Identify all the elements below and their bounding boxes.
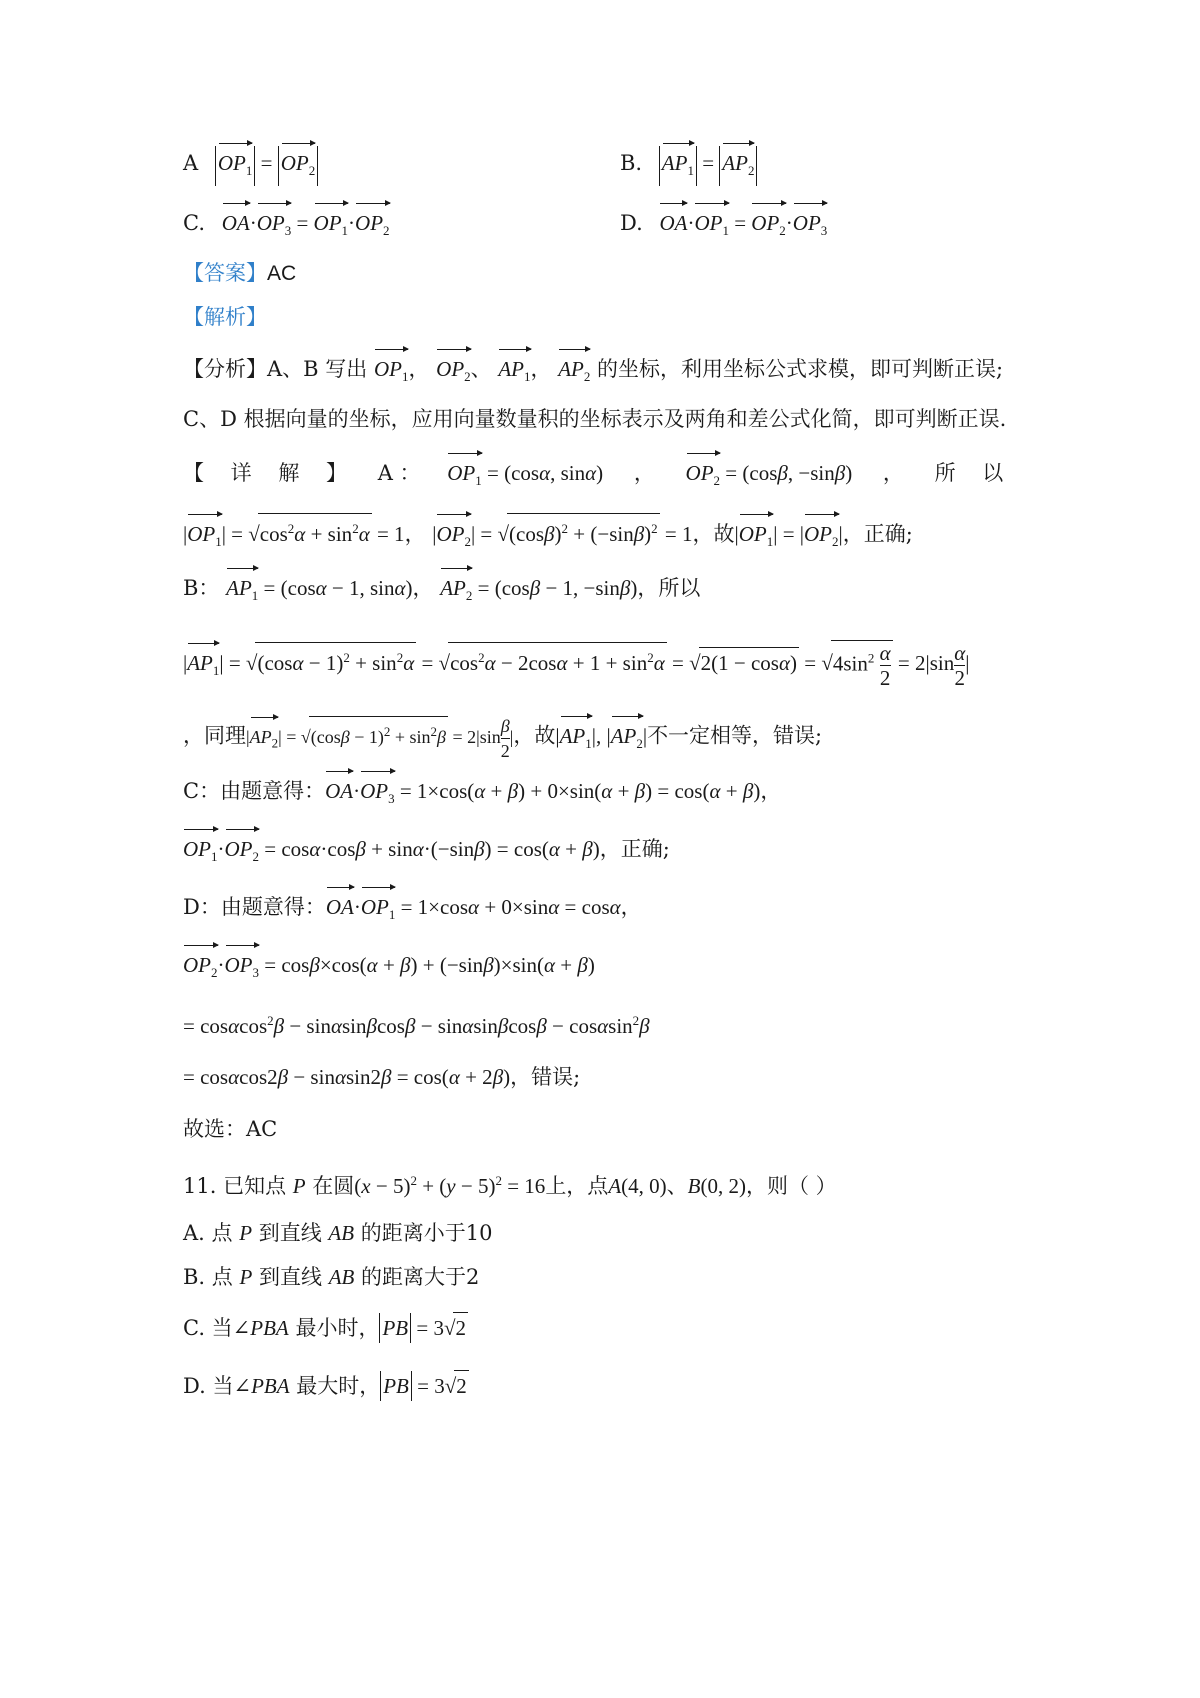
detail-b-line-3 <box>183 714 822 763</box>
detail-tag: 【 详 解 】 <box>183 461 358 485</box>
formula-ap-norms: $|AP_1|$, $|AP_2|$ <box>555 724 647 748</box>
angle-pba: ∠PBA <box>232 1316 289 1340</box>
q11-text: 到直线 <box>259 1265 322 1289</box>
final-answer: 故选：AC <box>183 1117 278 1141</box>
formula-op1: $OP_1 = (\cos\alpha$, sinα) <box>447 461 603 485</box>
circle-eq: $(x - 5)^2 + (y - 5)^2 = 16$ <box>354 1173 546 1198</box>
vec-ap1: $AP_1$ <box>498 357 530 381</box>
formula-d3: = cosαcos$^2$β − sinαsinβcosβ − sinαsinβcosβ − cosαsin$^2$β <box>183 1013 650 1038</box>
suoyi: 所 以 <box>934 461 1014 485</box>
detail-b-line-2 <box>183 640 969 690</box>
option-label: B. <box>620 151 643 175</box>
detail-prefix: D：由题意得： <box>183 895 326 919</box>
point-a: A(4, 0) <box>608 1174 667 1198</box>
q11-text: 上，点 <box>545 1174 609 1198</box>
point-p: P <box>239 1265 253 1289</box>
q11-text: 最小时， <box>295 1316 380 1340</box>
q11-text: 最大时， <box>296 1374 381 1398</box>
q11-text: A. 点 <box>183 1221 233 1245</box>
formula-op2: $OP_2 = (\cos\beta$, −sinβ) <box>686 461 853 485</box>
detail-b-line <box>183 571 700 611</box>
option-a-prev <box>183 146 318 186</box>
gu: 故 <box>713 522 735 546</box>
detail-prefix: C：由题意得： <box>183 779 326 803</box>
analysis-line <box>183 302 267 332</box>
formula-ap2: $AP_2 = (\cos\beta - 1$, −sinβ) <box>440 576 637 600</box>
q11-option-b <box>183 1262 479 1292</box>
formula-c1: $OA\cdot OP_3 = 1\times\cos(\alpha + \beta) + 0\times\sin(\alpha + \beta) = \cos(\alpha + \beta)$ <box>325 779 760 803</box>
point-p: P <box>239 1221 253 1245</box>
formula-norm-ap1: $|AP_1| = √(\cos\alpha - 1)^2 + \sin^2\alpha = √\cos^2\alpha - 2\cos\alpha + 1 + \sin^2\alpha = √2(1 - \cos\alpha) = √4\sin^2$ $\frac{\alpha}{2}$ = 2|sin $\frac{\alpha}{2}$ | <box>183 641 970 690</box>
guxuan-line <box>183 1114 277 1144</box>
sep: ， <box>412 576 434 600</box>
detail-d-line-3 <box>183 1006 650 1041</box>
q11-text: 在圆 <box>312 1174 355 1198</box>
gu: ，故 <box>513 723 556 748</box>
formula-c2: $OP_1\cdot OP_2 = \cos\alpha\cdot\cos\beta + \sin\alpha\cdot(-\sin\beta) = \cos(\alpha + \beta)$ <box>183 837 600 861</box>
formula-norm-op1: $|OP_1| = √\cos^2\alpha + \sin^2\alpha = 1$ <box>183 522 405 546</box>
answer-tag: 【答案】 <box>183 261 267 285</box>
q11-text: 11. 已知点 <box>183 1174 287 1198</box>
point-b: B(0, 2) <box>687 1174 746 1198</box>
angle-pba: ∠PBA <box>233 1374 290 1398</box>
q11-text: ，则（ ） <box>745 1174 837 1198</box>
fenxi-text: 的坐标，利用坐标公式求模，即可判断正误; <box>597 357 1004 381</box>
formula-norm-ap2: $|AP_2| = √(\cos\beta - 1)^2 + \sin^2\beta = 2|\sin$ $\frac{\beta}{2}$ | <box>246 716 514 761</box>
q11-option-a <box>183 1218 493 1248</box>
q11-option-c <box>183 1312 468 1343</box>
detail-prefix: A ： <box>377 461 421 485</box>
detail-prefix: B： <box>183 576 220 600</box>
formula-norm-op2: $|OP_2| = √(\cos\beta)^2 + (-\sin\beta)^2 = 1$ <box>432 522 692 546</box>
q11-text: 、 <box>666 1174 688 1198</box>
suoyi: ，所以 <box>637 576 701 600</box>
sep: ， <box>530 357 552 381</box>
vec-op2: $OP_2$ <box>436 357 471 381</box>
sep: ， <box>882 461 904 485</box>
option-c-prev <box>183 206 390 246</box>
option-b-formula: $AP_1 = AP_2$ <box>659 151 758 175</box>
sep: ， <box>633 461 655 485</box>
verdict: ，错误; <box>510 1065 581 1089</box>
point-p: P <box>292 1174 306 1198</box>
answer-value: AC <box>267 262 297 285</box>
sep: 、 <box>470 357 492 381</box>
option-d-prev <box>620 206 827 246</box>
analysis-tag: 【解析】 <box>183 305 267 329</box>
option-a-formula: $OP_1 = OP_2$ <box>215 151 318 175</box>
option-c-formula: $OA\cdot OP_3 = OP_1\cdot OP_2$ <box>222 211 390 235</box>
sep: ， <box>620 895 642 919</box>
line-ab: AB <box>328 1221 355 1245</box>
pb-length: PB = 3√2 <box>379 1316 468 1340</box>
line-ab: AB <box>328 1265 355 1289</box>
sep: ， <box>760 779 782 803</box>
q11-text: B. 点 <box>183 1265 233 1289</box>
option-label: C. <box>183 211 205 235</box>
verdict: ，正确; <box>842 522 913 546</box>
sep: ， <box>408 357 430 381</box>
fenxi-lead: A、B 写出 <box>267 357 368 381</box>
fenxi-line-1 <box>183 352 1003 392</box>
q11-text: 的距离小于10 <box>360 1221 493 1245</box>
q11-text: 到直线 <box>258 1221 322 1245</box>
q11-text: C. 当 <box>183 1316 233 1340</box>
q11-option-d <box>183 1370 469 1401</box>
verdict: 不一定相等，错误; <box>647 723 823 748</box>
detail-d-line-4 <box>183 1062 580 1092</box>
formula-eq: $|OP_1| = |OP_2|$ <box>735 522 843 546</box>
vec-ap2: $AP_2$ <box>558 357 590 381</box>
vec-op1: $OP_1$ <box>374 357 409 381</box>
option-b-prev <box>620 146 757 186</box>
detail-c-line <box>183 774 781 814</box>
sep: ， <box>692 522 714 546</box>
detail-a-line <box>183 456 1013 496</box>
formula-d2: $OP_2\cdot OP_3 = \cos\beta\times\cos(\alpha + \beta) + (-\sin\beta)\times\sin(\alpha + \beta)$ <box>183 953 595 977</box>
tongli: ，同理 <box>183 723 246 748</box>
q11-text: D. 当 <box>183 1374 234 1398</box>
fenxi-text: C、D 根据向量的坐标，应用向量数量积的坐标表示及两角和差公式化简，即可判断正误. <box>183 407 1007 431</box>
fenxi-tag: 【分析】 <box>183 357 267 381</box>
option-label: A <box>183 151 199 175</box>
detail-d-line <box>183 890 642 930</box>
option-label: D. <box>620 211 643 235</box>
detail-d-line-2 <box>183 948 595 988</box>
sep: ， <box>404 522 426 546</box>
formula-ap1: $AP_1 = (\cos\alpha - 1$, sinα) <box>226 576 412 600</box>
q11-text: 的距离大于2 <box>361 1265 480 1289</box>
option-d-formula: $OA\cdot OP_1 = OP_2\cdot OP_3$ <box>659 211 827 235</box>
q11-stem <box>183 1166 837 1201</box>
formula-d4: = cosαcos2β − sinαsin2β = cos(α + 2β) <box>183 1065 511 1089</box>
verdict: ，正确; <box>599 837 670 861</box>
formula-d1: $OA\cdot OP_1 = 1\times\cos\alpha + 0\times\sin\alpha = \cos\alpha$ <box>326 895 621 919</box>
detail-a-line-2 <box>183 513 913 557</box>
detail-c-line-2 <box>183 832 670 872</box>
fenxi-line-2 <box>183 404 1006 434</box>
answer-line <box>183 258 296 289</box>
pb-length: PB = 3√2 <box>380 1374 469 1398</box>
